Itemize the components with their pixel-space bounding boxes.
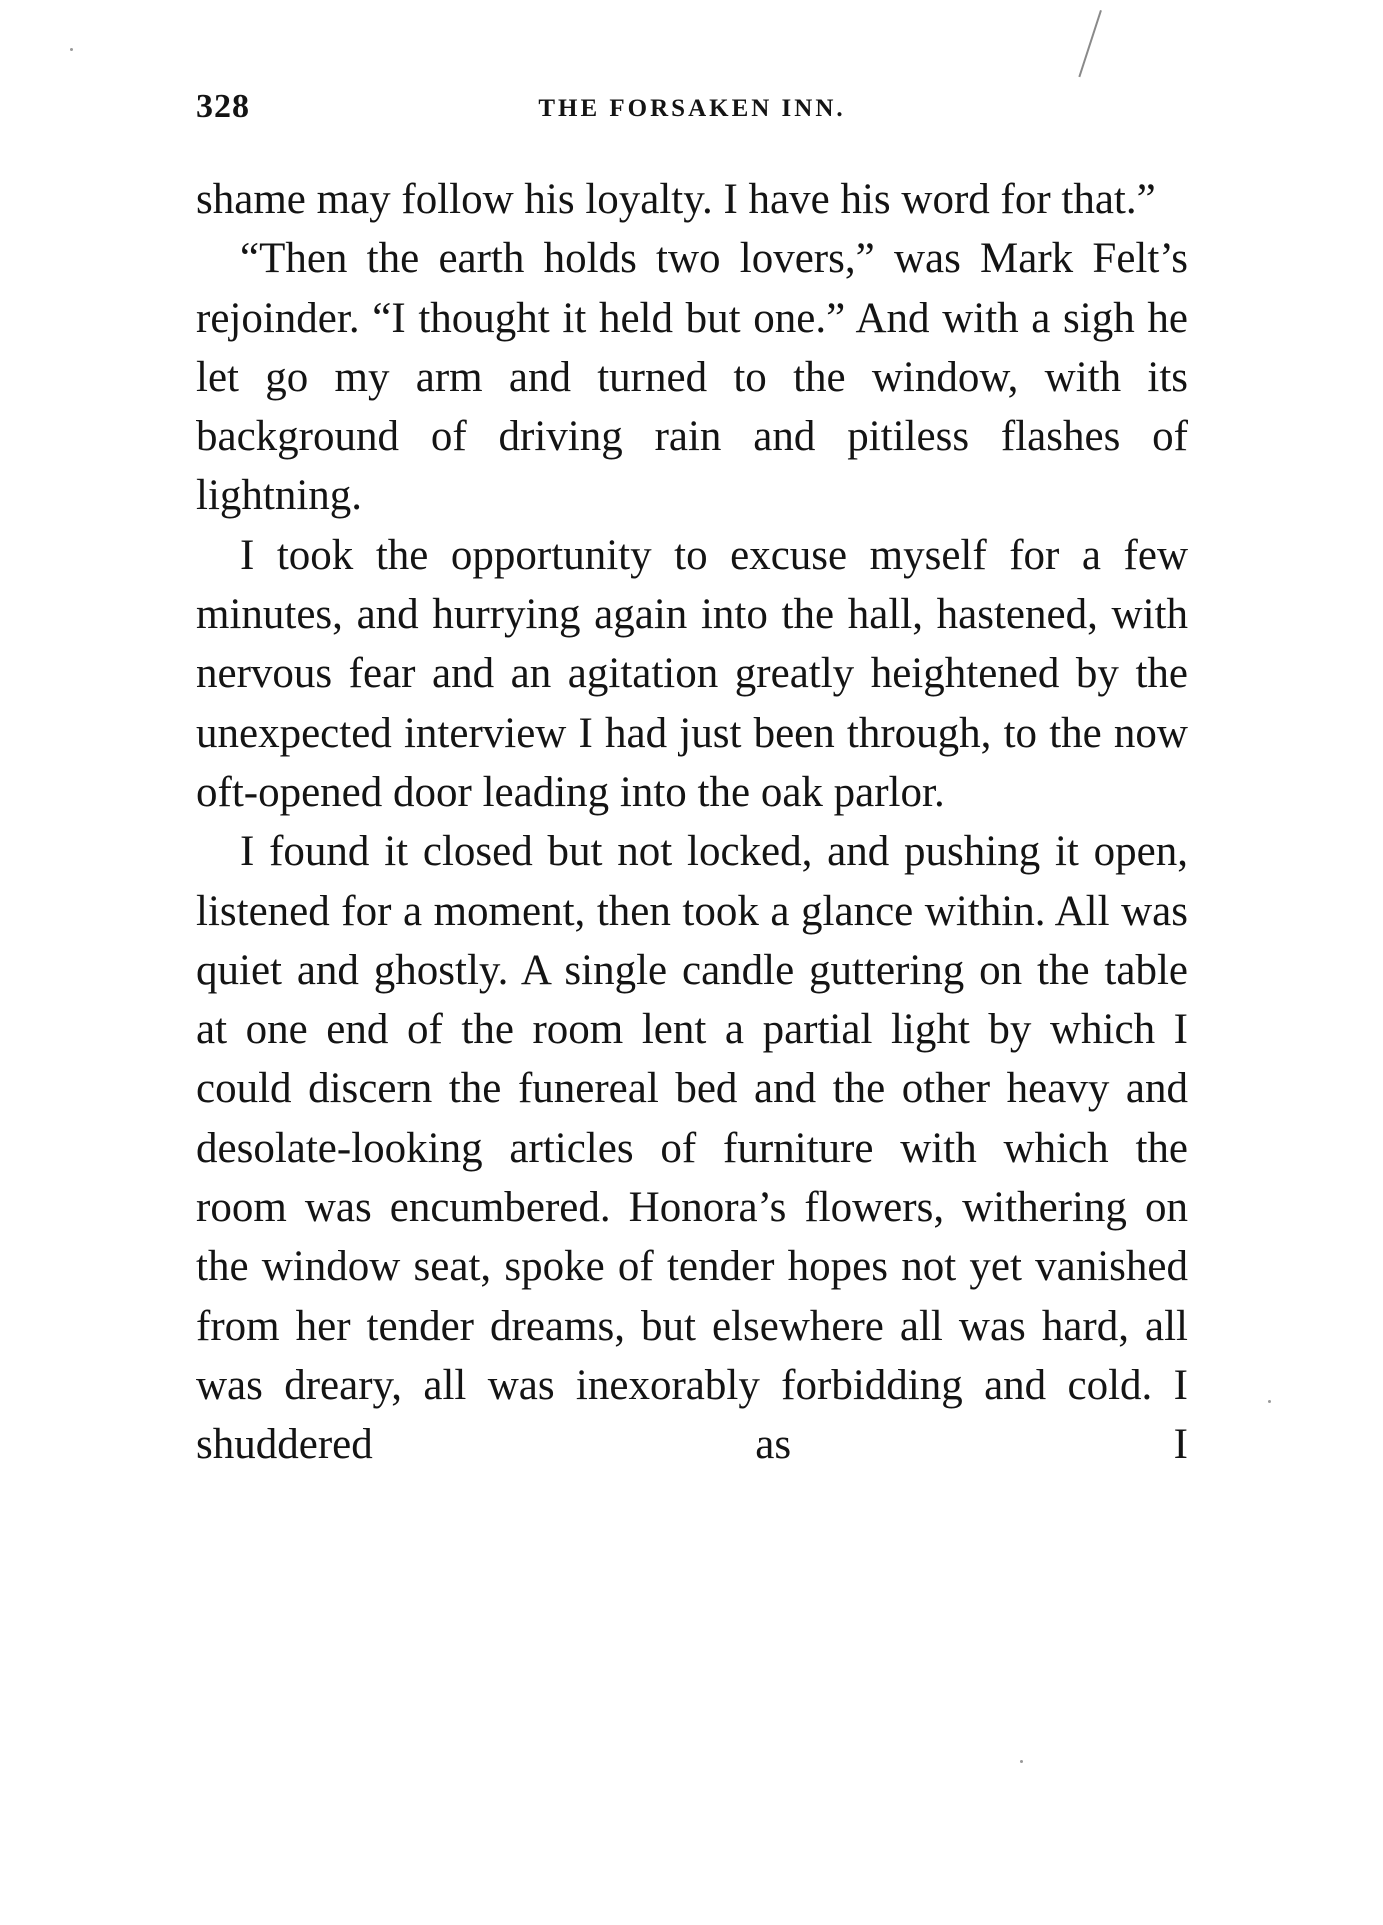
print-speck [1020,1760,1023,1763]
print-speck [70,48,73,51]
running-title: THE FORSAKEN INN. [538,95,846,122]
print-speck [1268,1400,1271,1403]
paragraph: I took the opportunity to excuse myself for a few minutes, and hurrying again into the hall, hastened, with nervous fear and an agitation greatly heightened by the unexpected interview I had just been through, to the now oft-opened door leading into the oak parlor. [196,531,1188,816]
stray-pencil-mark [1078,10,1102,77]
page-header [196,88,1188,138]
paragraph: shame may follow his loyalty. I have his word for that.” [196,176,1156,223]
paragraph: I found it closed but not locked, and pushing it open, listened for a moment, then took a glance within. All was quiet and ghostly. A single candle guttering on the table at one end of the room lent a partial light by which I could discern the funereal bed and the other heavy and desolate-looking articles of furniture with which the room was encumbered. Honora’s flowers, withering on the window seat, spoke of tender hopes not yet vanished from her tender dreams, but elsewhere all was hard, all was dreary, all was inexorably forbidding and cold. I shuddered as I [196,828,1188,1469]
paragraph: “Then the earth holds two lovers,” was Mark Felt’s rejoinder. “I thought it held but one.” And with a sigh he let go my arm and turned to the window, with its background of driving rain and pitiless flashes of lightning. [196,235,1188,520]
body-text [196,170,1188,1475]
page-number: 328 [196,88,250,125]
